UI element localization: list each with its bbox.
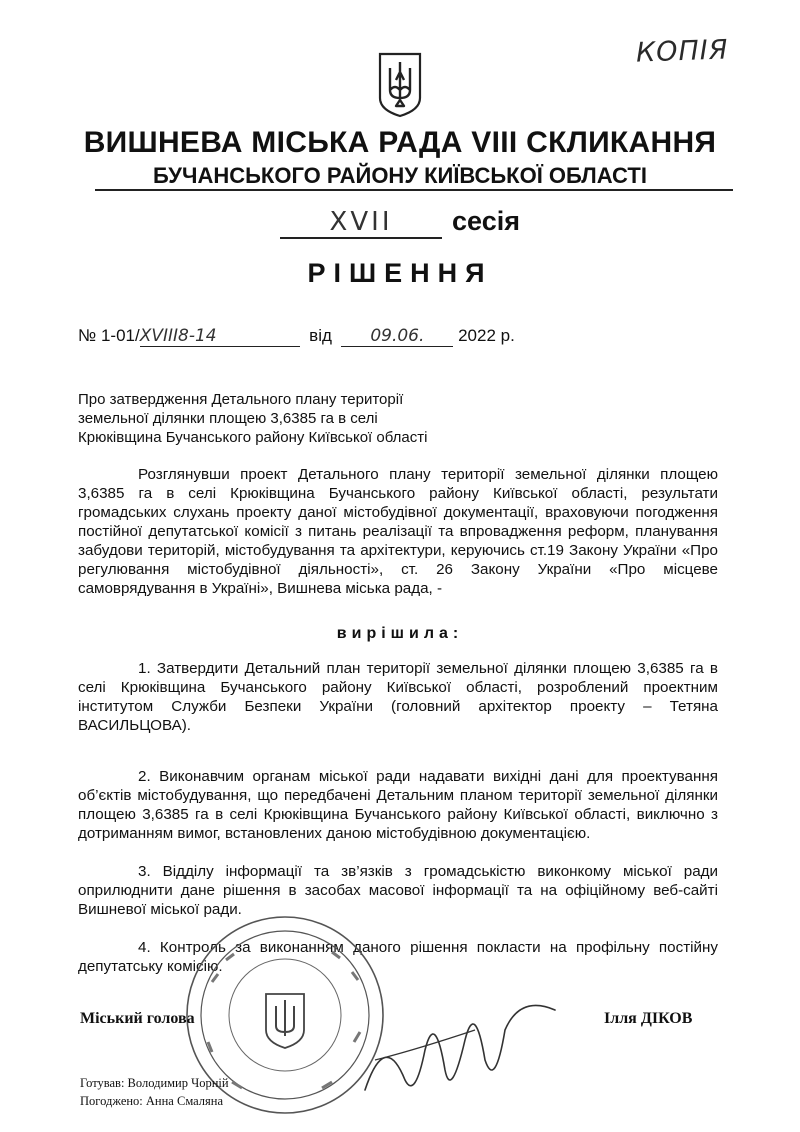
subject-line: земельної ділянки площею 3,6385 га в селі [78,410,378,427]
decision-date: 09.06. [341,326,453,347]
decision-subject [78,390,427,447]
prepared-by: Готував: Володимир Чорній [80,1076,229,1090]
item-4 [78,938,718,976]
decision-heading: РІШЕННЯ [307,258,493,288]
decision-year: 2022 р. [458,326,515,345]
decision-number-line [78,326,515,347]
item-text: 4. Контроль за виконанням даного рішення покласти на профільну постійну депутатську комісію. [78,939,718,975]
agreed-by: Погоджено: Анна Смаляна [80,1094,224,1108]
trident-emblem-icon [376,50,424,120]
session-line [0,206,800,239]
session-number: XVII [280,207,442,239]
signature-title: Міський голова [80,1010,195,1027]
preamble-text: Розглянувши проект Детального плану території земельної ділянки площею 3,6385 га в селі Крюківщина Бучанського району Київської області, результати громадських слухань проекту даної містобудівної документації, враховуючи погодження постійної депутатської комісії з питань реалізації та впровадження реформ, планування забудови територій, містобудування та архітектури, керуючись ст.19 Закону України «Про регулювання містобудівної діяльності», ст. 26 Закону України «Про місцеве самоврядування в Україні», Вишнева міська рада, - [78,466,718,597]
item-text: 2. Виконавчим органам міської ради надавати вихідні дані для проектування об’єктів містобудування, що передбачені Детальним планом території земельної ділянки площею 3,6385 га в селі Крюківщина Бучанського району Київської області, виключно з дотриманням вимог, встановлених даною містобудівною документацією. [78,768,718,842]
district-title: БУЧАНСЬКОГО РАЙОНУ КИЇВСЬКОЇ ОБЛАСТІ [153,163,647,188]
subject-line: Крюківщина Бучанського району Київської області [78,429,428,446]
resolved-heading: вирішила: [336,625,464,642]
signature-name: Ілля ДІКОВ [604,1010,693,1027]
item-1 [78,659,718,735]
item-text: 3. Відділу інформації та зв’язків з громадськістю виконкому міської ради оприлюднити дане рішення в засобах масової інформації та на офіційному веб-сайті Вишневої міської ради. [78,863,718,918]
item-2 [78,767,718,843]
from-label: від [309,326,332,345]
preamble [78,465,718,598]
header-divider [95,189,733,191]
number-prefix: № 1-01/ [78,326,140,345]
item-3 [78,862,718,919]
decision-number: XVIII8-14 [140,326,300,347]
session-label: сесія [452,206,520,236]
council-title: ВИШНЕВА МІСЬКА РАДА VIII СКЛИКАННЯ [83,126,717,159]
item-text: 1. Затвердити Детальний план території земельної ділянки площею 3,6385 га в селі Крюківщина Бучанського району Київської області, розроблений проектним інститутом Служби Безпеки України (головний архітектор проекту – Тетяна ВАСИЛЬЦОВА). [78,660,718,734]
copy-stamp: КОПІЯ [635,34,729,69]
subject-line: Про затвердження Детального плану території [78,391,404,408]
handwritten-signature-icon [355,990,565,1110]
